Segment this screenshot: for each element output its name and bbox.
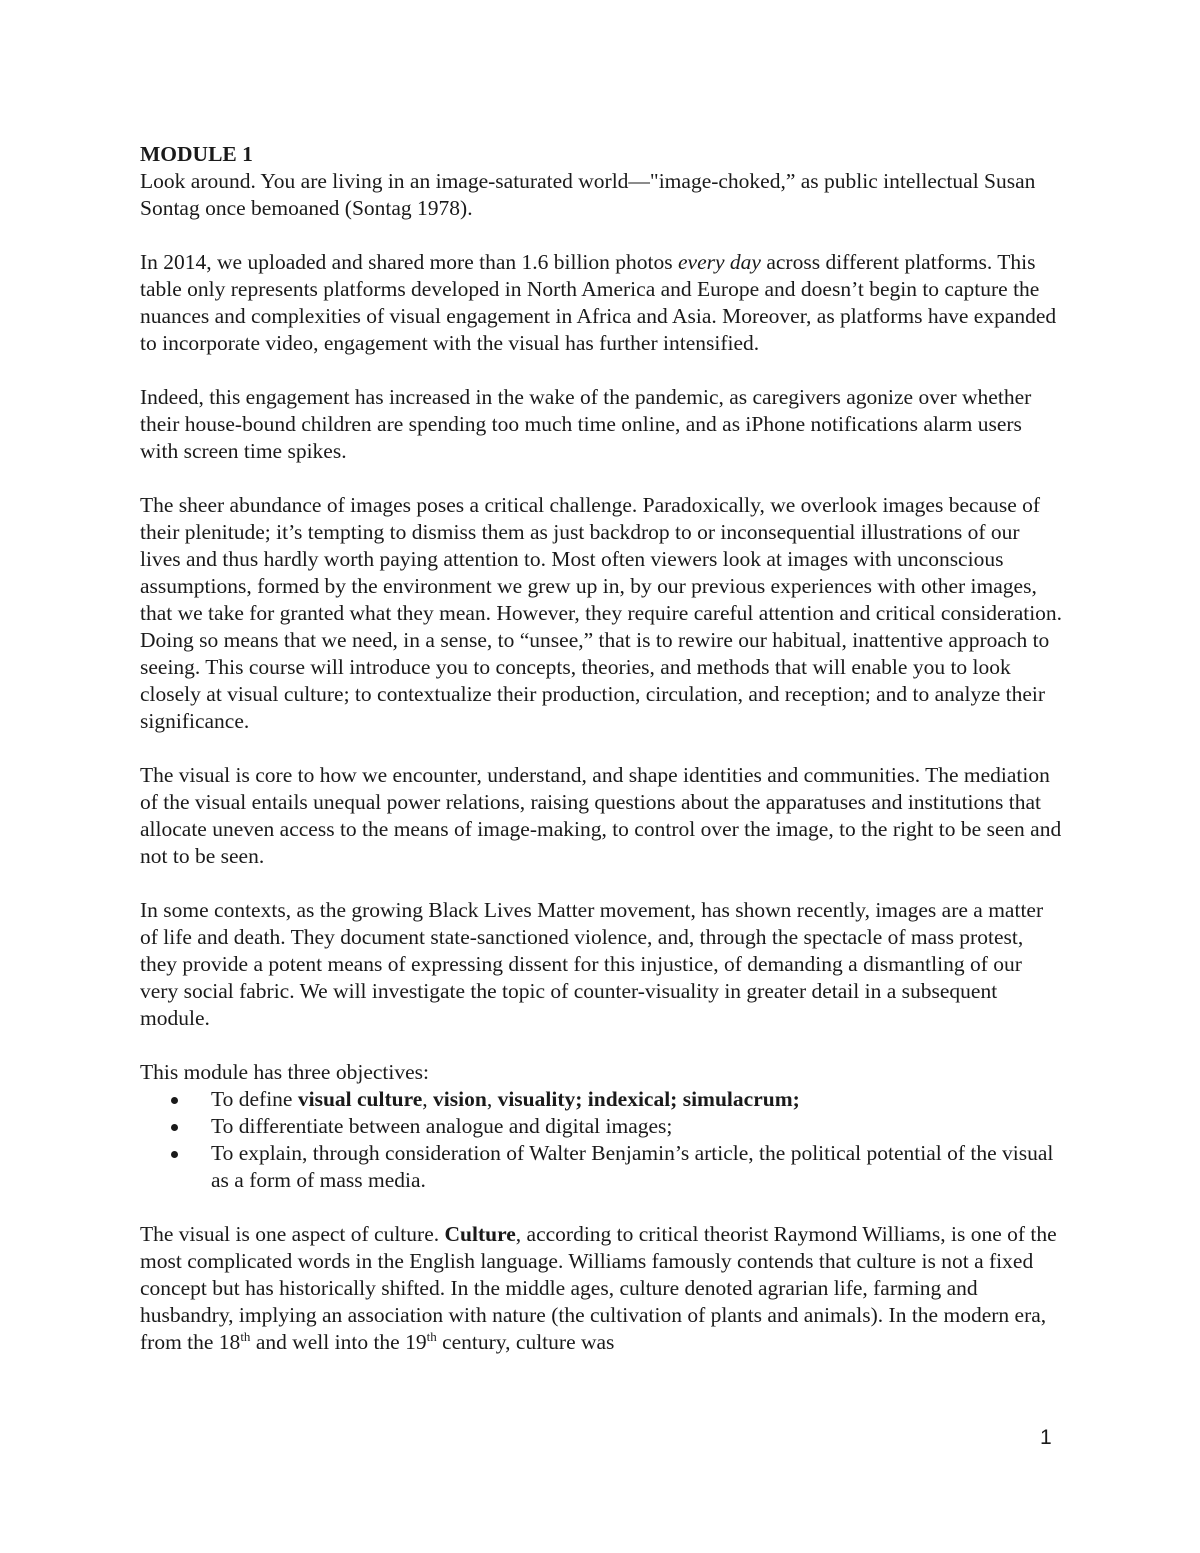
text-run: ,	[486, 1087, 498, 1111]
module-title: MODULE 1	[140, 142, 253, 166]
text-run: In 2014, we uploaded and shared more than 1.6 billion photos	[140, 250, 678, 274]
paragraph-black-lives-matter: In some contexts, as the growing Black Lives Matter movement, has shown recently, images are a matter of life and death. They document state-sanctioned violence, and, through the spectacle of mass protest, they provide a potent means of expressing dissent for this injustice, of demanding a dismantling of our very social fabric. We will investigate the topic of counter-visuality in greater detail in a subsequent module.	[140, 898, 1044, 1030]
paragraph-pandemic: Indeed, this engagement has increased in the wake of the pandemic, as caregivers agonize over whether their house-bound children are spending too much time online, and as iPhone notifications alarm users with screen time spikes.	[140, 385, 1032, 463]
italic-emphasis: every day	[678, 250, 761, 274]
bullet-icon	[171, 1124, 178, 1131]
text-run: The visual is one aspect of culture.	[140, 1222, 445, 1246]
bullet-icon	[171, 1097, 178, 1104]
intro-paragraph: Look around. You are living in an image-saturated world—"image-choked,” as public intellectual Susan Sontag once bemoaned (Sontag 1978).	[140, 169, 1036, 220]
page-number: 1	[1040, 1426, 1052, 1449]
bullet-icon	[171, 1151, 178, 1158]
objectives-intro: This module has three objectives:	[140, 1060, 429, 1084]
bold-term: visuality; indexical; simulacrum;	[497, 1087, 800, 1111]
paragraph-culture	[140, 1221, 1065, 1356]
text-run: To differentiate between analogue and digital images;	[211, 1114, 673, 1138]
text-run: ,	[422, 1087, 434, 1111]
superscript: th	[240, 1328, 251, 1344]
bold-term: visual culture	[297, 1087, 423, 1111]
objectives-list	[140, 1086, 1065, 1194]
text-run: and well into the 19	[250, 1330, 427, 1354]
document-body	[140, 141, 1065, 1356]
superscript: th	[426, 1328, 437, 1344]
text-run: , according to critical theorist Raymond Williams, is one of the most complicated words in the English language. Williams famously contends that culture is not a fixed concept but has historically shifted. In the middle ages, culture denoted agrarian life, farming and husbandry, implying an association with nature (the cultivation of plants and animals). In the modern era, from the 18	[140, 1222, 1057, 1354]
objective-item	[211, 1086, 1065, 1113]
paragraph-abundance: The sheer abundance of images poses a critical challenge. Paradoxically, we overlook images because of their plenitude; it’s tempting to dismiss them as just backdrop to or inconsequential illustrations of our lives and thus hardly worth paying attention to. Most often viewers look at images with unconscious assumptions, formed by the environment we grew up in, by our previous experiences with other images, that we take for granted what they mean. However, they require careful attention and critical consideration. Doing so means that we need, in a sense, to “unsee,” that is to rewire our habitual, inattentive approach to seeing. This course will introduce you to concepts, theories, and methods that will enable you to look closely at visual culture; to contextualize their production, circulation, and reception; and to analyze their significance.	[140, 493, 1063, 733]
text-run: across different platforms. This table only represents platforms developed in North America and Europe and doesn’t begin to capture the nuances and complexities of visual engagement in Africa and Asia. Moreover, as platforms have expanded to incorporate video, engagement with the visual has further intensified.	[140, 250, 1057, 355]
paragraph-power-relations: The visual is core to how we encounter, understand, and shape identities and communities. The mediation of the visual entails unequal power relations, raising questions about the apparatuses and institutions that allocate uneven access to the means of image-making, to control over the image, to the right to be seen and not to be seen.	[140, 763, 1062, 868]
text-run: To explain, through consideration of Walter Benjamin’s article, the political potential of the visual as a form of mass media.	[211, 1141, 1054, 1192]
text-run: To define	[211, 1087, 298, 1111]
bold-term: vision	[433, 1087, 487, 1111]
objective-item	[211, 1113, 1065, 1140]
text-run: century, culture was	[436, 1330, 615, 1354]
objective-item	[211, 1140, 1065, 1194]
paragraph-photos-statistic	[140, 249, 1065, 357]
bold-term: Culture	[444, 1222, 516, 1246]
